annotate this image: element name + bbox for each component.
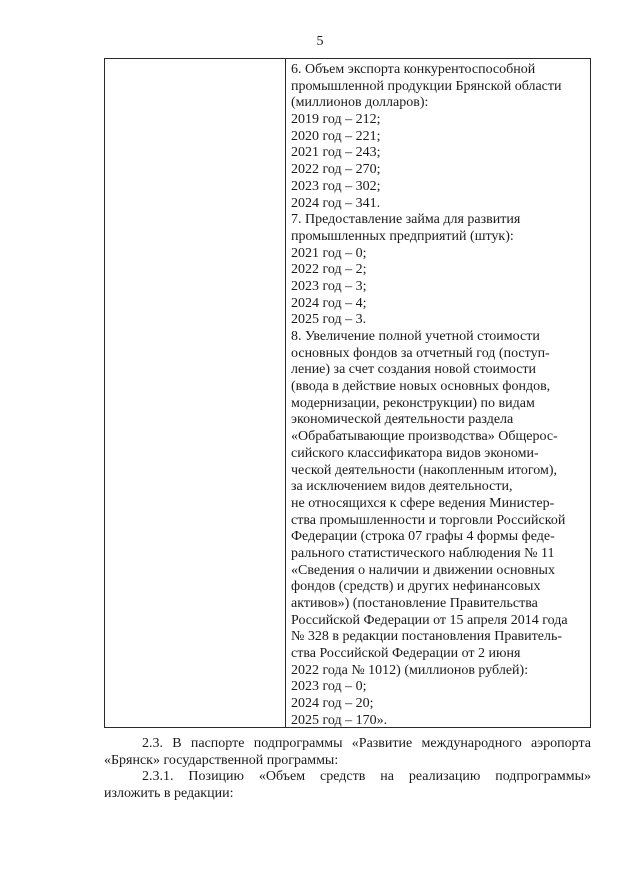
table-cell-line: 2023 год – 0; — [291, 679, 367, 695]
column-divider — [285, 59, 286, 727]
table-cell-line: активов») (постановление Правительства — [291, 596, 538, 611]
table-cell-line: 2019 год – 212; — [291, 112, 381, 128]
table-cell-line: 2020 год – 221; — [291, 128, 381, 144]
table-cell-line: 2022 год – 2; — [291, 262, 367, 278]
table-cell-indicators — [291, 62, 591, 730]
table-cell-line: за исключением видов деятельности, — [291, 479, 513, 495]
table-cell-line: промышленных предприятий (штук): — [291, 228, 514, 244]
table-cell-line: 2022 год – 270; — [291, 162, 381, 178]
table-cell-line: 8. Увеличение полной учетной стоимости — [291, 329, 540, 344]
table-cell-line: рального статистического наблюдения № 11 — [291, 545, 555, 561]
paragraph-line: «Брянск» государственной программы: — [104, 752, 339, 768]
table-cell-line: 6. Объем экспорта конкурентоспособной — [291, 62, 536, 77]
table-cell-line: 2024 год – 341. — [291, 195, 381, 211]
table-cell-line: «Обрабатывающие производства» Общерос- — [291, 429, 558, 445]
table-cell-line: 2021 год – 0; — [291, 245, 367, 261]
table-cell-line: фондов (средств) и других нефинансовых — [291, 579, 541, 595]
table-cell-line: экономической деятельности раздела — [291, 412, 514, 428]
table-cell-line: ческой деятельности (накопленным итогом), — [291, 462, 558, 478]
table-cell-line: 2021 год – 243; — [291, 145, 381, 161]
paragraph-line: 2.3. В паспорте подпрограммы «Развитие международного аэропорта — [142, 736, 591, 751]
page-number: 5 — [316, 34, 324, 49]
table-cell-line: 2025 год – 3. — [291, 312, 367, 328]
table-cell-line: 2022 года № 1012) (миллионов рублей): — [291, 662, 529, 678]
table-cell-line: модернизации, реконструкции) по видам — [291, 395, 535, 411]
table-cell-line: ление) за счет создания новой стоимости — [291, 362, 537, 378]
body-text — [104, 736, 591, 802]
table-cell-line: (ввода в действие новых основных фондов, — [291, 379, 551, 395]
table-cell-line: «Сведения о наличии и движении основных — [291, 562, 555, 578]
table-cell-line: 7. Предоставление займа для развития — [291, 212, 521, 228]
table-cell-line: № 328 в редакции постановления Правитель- — [291, 629, 563, 645]
table-cell-line: 2023 год – 3; — [291, 278, 367, 294]
table-cell-line: 2023 год – 302; — [291, 178, 381, 194]
paragraph-line: изложить в редакции: — [104, 785, 234, 801]
table-cell-line: ства промышленности и торговли Российской — [291, 512, 566, 528]
table-cell-line: сийского классификатора видов экономи- — [291, 445, 539, 461]
paragraph-2-3-1 — [104, 769, 591, 802]
table-cell-line: Российской Федерации от 15 апреля 2014 года — [291, 612, 568, 628]
paragraph-line: 2.3.1. Позицию «Объем средств на реализацию подпрограммы» — [142, 769, 591, 785]
table-cell-line: (миллионов долларов): — [291, 95, 429, 111]
table-cell-line: промышленной продукции Брянской области — [291, 78, 562, 94]
table-cell-line: не относящихся к сфере ведения Министер- — [291, 495, 555, 511]
table-cell-line: ства Российской Федерации от 2 июня — [291, 646, 521, 662]
table-cell-line: 2025 год – 170». — [291, 712, 388, 728]
table-cell-line: Федерации (строка 07 графы 4 формы феде- — [291, 529, 555, 545]
paragraph-2-3 — [104, 736, 591, 769]
passport-table — [104, 58, 591, 728]
table-cell-line: 2024 год – 4; — [291, 295, 367, 311]
table-cell-line: основных фондов за отчетный год (поступ- — [291, 345, 550, 361]
table-cell-line: 2024 год – 20; — [291, 696, 374, 712]
